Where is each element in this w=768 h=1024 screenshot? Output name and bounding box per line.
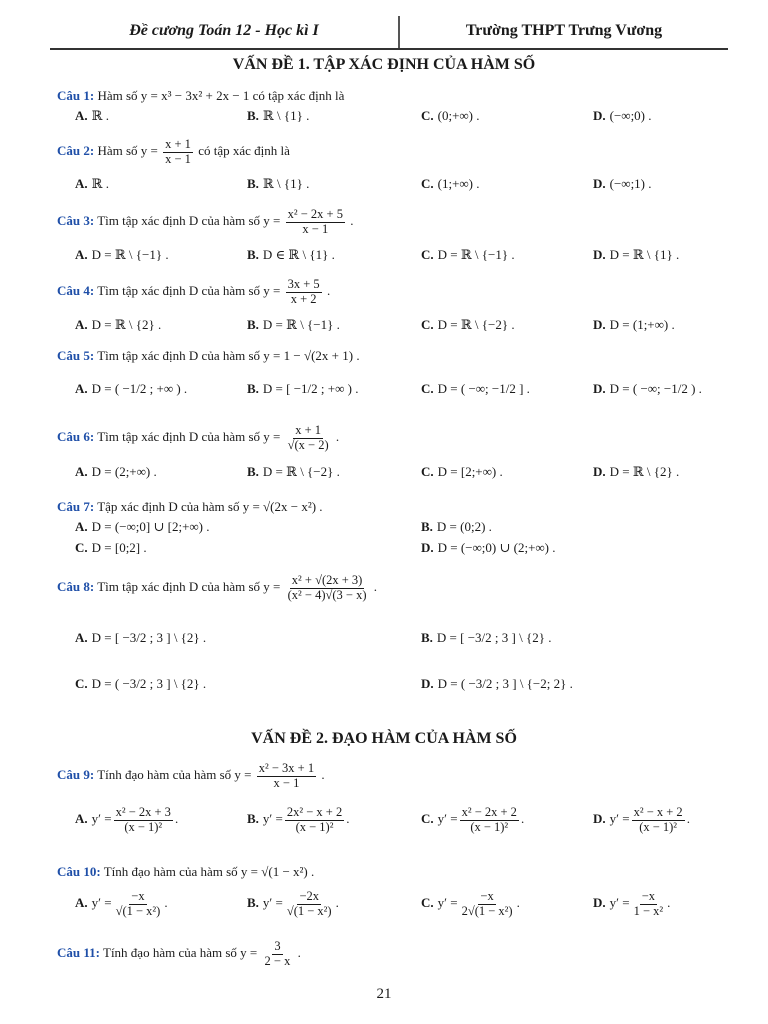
question-text-after: có tập xác định là bbox=[198, 143, 290, 159]
options-9 bbox=[75, 806, 755, 840]
option-c[interactable]: C. D = ℝ \ {−1} . bbox=[421, 247, 515, 262]
options-3 bbox=[75, 247, 755, 267]
page-header bbox=[50, 14, 728, 50]
option-a[interactable]: A. y′ = $\frac{-x}{\text{√(1 − x²)}}$ . bbox=[75, 889, 168, 918]
question-text: Tìm tập xác định D của hàm số y = bbox=[97, 579, 281, 595]
options-5 bbox=[75, 381, 755, 401]
question-text-after: . bbox=[321, 767, 325, 783]
question-label: Câu 3: bbox=[57, 213, 95, 229]
option-c[interactable]: C. D = ( −3/2 ; 3 ] \ {2} . bbox=[75, 676, 207, 691]
option-d[interactable]: D. D = ℝ \ {1} . bbox=[593, 247, 680, 262]
question-label: Câu 6: bbox=[57, 429, 95, 445]
fraction: $\frac{\text{x² − 2x + 5}}{x - 1}$ bbox=[287, 207, 343, 236]
options-4 bbox=[75, 317, 755, 337]
question-3 bbox=[57, 208, 737, 237]
question-text-after: . bbox=[373, 579, 377, 595]
option-d[interactable]: D. (−∞;1) . bbox=[593, 176, 652, 191]
question-label: Câu 2: bbox=[57, 143, 95, 159]
option-c[interactable]: C. D = [2;+∞) . bbox=[421, 464, 503, 479]
option-a[interactable]: A. D = ( −1/2 ; +∞ ) . bbox=[75, 381, 188, 396]
question-4 bbox=[57, 278, 737, 307]
question-8 bbox=[57, 574, 737, 603]
question-text: Hàm số y = x³ − 3x² + 2x − 1 có tập xác định là bbox=[97, 88, 345, 103]
option-b[interactable]: B. ℝ \ {1} . bbox=[247, 108, 310, 123]
option-d[interactable]: D. D = (−∞;0) ∪ (2;+∞) . bbox=[421, 540, 556, 555]
option-a[interactable]: A. ℝ . bbox=[75, 176, 109, 191]
option-d[interactable]: D. y′ = $\frac{-x}{\text{1 − x²}}$ . bbox=[593, 889, 671, 918]
option-c[interactable]: C. D = [0;2] . bbox=[75, 540, 147, 555]
question-text-after: . bbox=[326, 283, 331, 299]
question-text: Tính đạo hàm của hàm số y = √(1 − x²) . bbox=[103, 864, 315, 879]
question-text-after: . bbox=[297, 945, 301, 961]
question-text: Tìm tập xác định D của hàm số y = bbox=[97, 429, 281, 445]
fraction: $\frac{x + 1}{√(x - 2)}$ bbox=[287, 423, 329, 452]
option-c[interactable]: C. (0;+∞) . bbox=[421, 108, 480, 123]
option-d[interactable]: D. D = ( −3/2 ; 3 ] \ {−2; 2} . bbox=[421, 676, 573, 691]
question-9 bbox=[57, 762, 737, 791]
option-d[interactable]: D. (−∞;0) . bbox=[593, 108, 652, 123]
fraction: $\frac{3}{2 - x}$ bbox=[264, 939, 291, 968]
fraction: $\frac{\text{x² − 3x + 1}}{x - 1}$ bbox=[258, 761, 315, 790]
option-c[interactable]: C. D = ( −∞; −1/2 ] . bbox=[421, 381, 530, 396]
section-title-2: VẤN ĐỀ 2. ĐẠO HÀM CỦA HÀM SỐ bbox=[251, 730, 517, 747]
question-label: Câu 4: bbox=[57, 283, 95, 299]
question-text: Tìm tập xác định D của hàm số y = bbox=[97, 283, 281, 299]
option-d[interactable]: D. D = ℝ \ {2} . bbox=[593, 464, 680, 479]
question-label: Câu 1: bbox=[57, 88, 95, 103]
header-school-name: Trường THPT Trưng Vương bbox=[465, 22, 663, 39]
option-b[interactable]: B. y′ = $\frac{-2x}{\text{√(1 − x²)}}$ . bbox=[247, 889, 339, 918]
option-b[interactable]: B. y′ = $\frac{\text{2x² − x + 2}}{\text{(x − 1)²}}$ . bbox=[247, 805, 350, 834]
option-b[interactable]: B. D = [ −1/2 ; +∞ ) . bbox=[247, 381, 359, 396]
option-c[interactable]: C. y′ = $\frac{\text{x² − 2x + 2}}{\text{(x − 1)²}}$ . bbox=[421, 805, 525, 834]
option-b[interactable]: B. D ∈ ℝ \ {1} . bbox=[247, 247, 335, 262]
options-8-row1 bbox=[75, 630, 755, 650]
options-1 bbox=[75, 108, 755, 128]
question-2 bbox=[57, 138, 737, 167]
question-1 bbox=[57, 88, 737, 104]
question-10 bbox=[57, 864, 737, 880]
option-a[interactable]: A. D = ℝ \ {2} . bbox=[75, 317, 162, 332]
option-b[interactable]: B. D = (0;2) . bbox=[421, 519, 492, 534]
question-text-after: . bbox=[335, 429, 340, 445]
question-text: Tìm tập xác định D của hàm số y = bbox=[97, 213, 281, 229]
header-course-title: Đề cương Toán 12 - Học kì I bbox=[129, 22, 319, 39]
options-7-row2 bbox=[75, 540, 755, 560]
option-a[interactable]: A. D = ℝ \ {−1} . bbox=[75, 247, 169, 262]
option-a[interactable]: A. D = (2;+∞) . bbox=[75, 464, 157, 479]
question-label: Câu 8: bbox=[57, 579, 95, 595]
question-text: Tính đạo hàm của hàm số y = bbox=[97, 767, 252, 783]
options-6 bbox=[75, 464, 755, 484]
option-a[interactable]: A. ℝ . bbox=[75, 108, 109, 123]
question-text-after: . bbox=[350, 213, 354, 229]
question-label: Câu 7: bbox=[57, 499, 95, 514]
option-d[interactable]: D. D = ( −∞; −1/2 ) . bbox=[593, 381, 702, 396]
question-label: Câu 11: bbox=[57, 945, 100, 961]
option-a[interactable]: A. y′ = $\frac{\text{x² − 2x + 3}}{\text{(x − 1)²}}$ . bbox=[75, 805, 179, 834]
fraction: $\frac{3x + 5}{x + 2}$ bbox=[287, 277, 320, 306]
question-text: Tính đạo hàm của hàm số y = bbox=[103, 945, 258, 961]
option-b[interactable]: B. D = ℝ \ {−1} . bbox=[247, 317, 340, 332]
options-10 bbox=[75, 890, 755, 924]
question-7 bbox=[57, 499, 737, 515]
question-11 bbox=[57, 940, 737, 969]
option-c[interactable]: C. D = ℝ \ {−2} . bbox=[421, 317, 515, 332]
options-7-row1 bbox=[75, 519, 755, 539]
option-a[interactable]: A. D = (−∞;0] ∪ [2;+∞) . bbox=[75, 519, 210, 534]
option-c[interactable]: C. y′ = $\frac{-x}{\text{2√(1 − x²)}}$ . bbox=[421, 889, 520, 918]
page-number: 21 bbox=[376, 986, 392, 1002]
option-d[interactable]: D. y′ = $\frac{\text{x² − x + 2}}{\text{(x − 1)²}}$ . bbox=[593, 805, 690, 834]
option-a[interactable]: A. D = [ −3/2 ; 3 ] \ {2} . bbox=[75, 630, 207, 645]
fraction: $\frac{x + 1}{x - 1}$ bbox=[165, 137, 191, 166]
option-b[interactable]: B. D = [ −3/2 ; 3 ] \ {2} . bbox=[421, 630, 552, 645]
section-title-1: VẤN ĐỀ 1. TẬP XÁC ĐỊNH CỦA HÀM SỐ bbox=[232, 56, 536, 73]
question-label: Câu 5: bbox=[57, 348, 95, 363]
option-b[interactable]: B. ℝ \ {1} . bbox=[247, 176, 310, 191]
options-8-row2 bbox=[75, 676, 755, 696]
fraction: $\frac{\text{x² + √(2x + 3)}}{\text{(x² − 4)√(3 − x)}}$ bbox=[287, 573, 367, 602]
question-text: Tập xác định D của hàm số y = √(2x − x²) . bbox=[97, 499, 323, 514]
question-label: Câu 10: bbox=[57, 864, 101, 879]
option-b[interactable]: B. D = ℝ \ {−2} . bbox=[247, 464, 340, 479]
question-text: Tìm tập xác định D của hàm số y = 1 − √(2x + 1) . bbox=[97, 348, 360, 363]
options-2 bbox=[75, 176, 755, 196]
question-text: Hàm số y = bbox=[97, 143, 158, 159]
option-c[interactable]: C. (1;+∞) . bbox=[421, 176, 480, 191]
question-label: Câu 9: bbox=[57, 767, 95, 783]
question-6 bbox=[57, 424, 737, 453]
option-d[interactable]: D. D = (1;+∞) . bbox=[593, 317, 675, 332]
question-5 bbox=[57, 348, 737, 364]
